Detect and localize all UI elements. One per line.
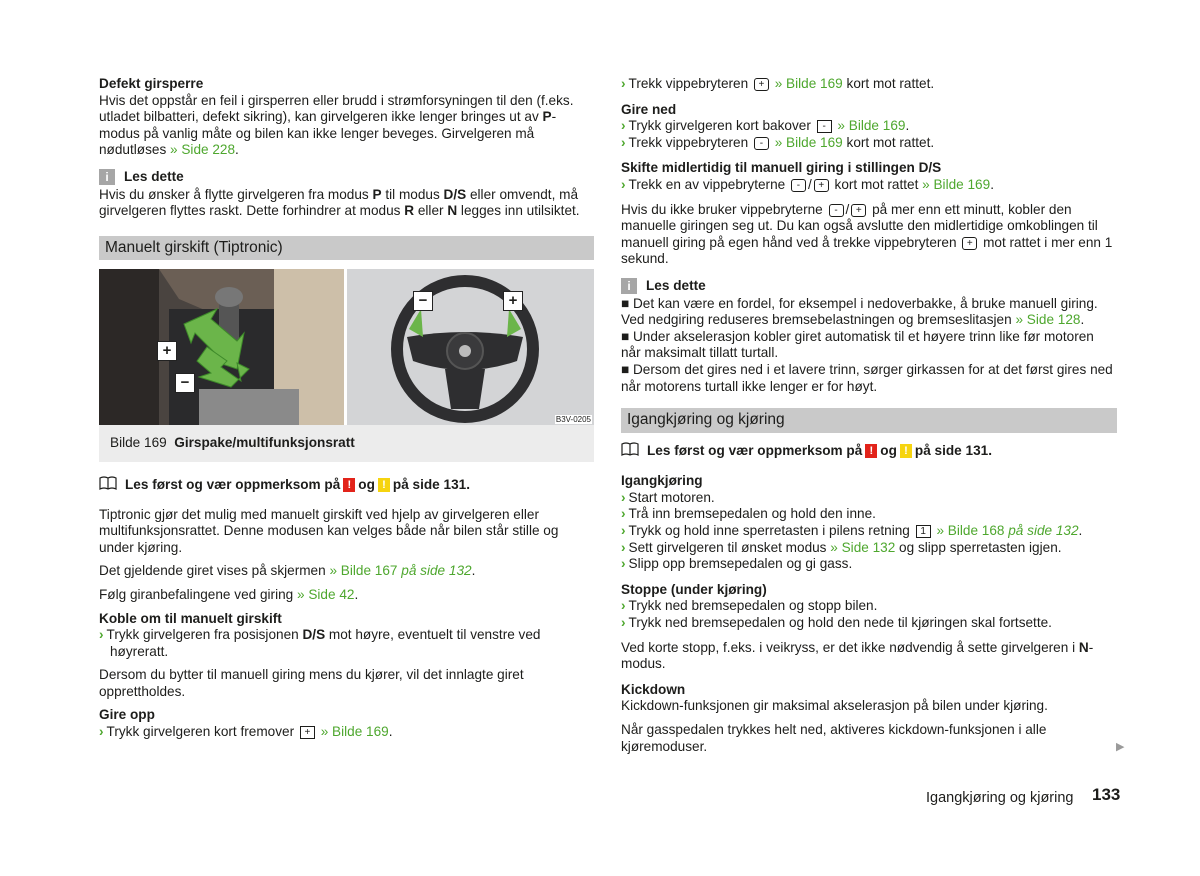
gear-lever-photo [99, 269, 344, 425]
skifte-step: › Trekk en av vippebryterne - / + kort mot rattet » Bilde 169. [621, 176, 994, 192]
note-heading: i Les dette [99, 169, 594, 186]
note-bullet-2: ■ Under akselerasjon kobler giret automatisk til et høyere trinn like før motoren når maksimalt tillatt turtall. [621, 328, 1094, 361]
step-arrow-icon: › [621, 176, 626, 192]
plus-paddle-icon: + [754, 78, 769, 91]
step-arrow-icon: › [621, 539, 626, 555]
step-arrow-icon: › [621, 76, 626, 91]
hvis-paragraph: Hvis du ikke bruker vippebryterne - / + på mer enn ett minutt, kobler den manuelle giringen seg ut. Du kan også avslutte den midlertidige omkoblingen til manuell giring på egen hånd ved å trekke vippebryteren + mot rattet i mer enn 1 sekund. [621, 201, 1113, 267]
koble-heading: Koble om til manuelt girskift [99, 610, 282, 626]
link-side-42[interactable]: » Side 42 [297, 586, 355, 602]
gire-ned-step-2: › Trekk vippebryteren - » Bilde 169 kort mot rattet. [621, 134, 935, 150]
right-column [621, 76, 1117, 762]
link-side-132[interactable]: » Side 132 [830, 539, 896, 555]
read-first-notice: Les først og vær oppmerksom på ! og ! på side 131. [621, 442, 1117, 461]
step-arrow-icon: › [621, 556, 626, 572]
defekt-heading: Defekt girsperre [99, 76, 204, 91]
photo-plus-label: + [157, 341, 177, 361]
step-arrow-icon: › [621, 506, 626, 522]
info-icon: i [621, 278, 637, 294]
figure-code: B3V-0205 [555, 415, 591, 425]
follow-paragraph: Følg giranbefalingene ved giring » Side 42. [99, 586, 359, 602]
note-heading: i Les dette [621, 278, 1117, 295]
read-first-notice: Les først og vær oppmerksom på ! og ! på side 131. [99, 476, 594, 495]
page-number: 133 [1092, 785, 1121, 804]
plus-paddle-icon: + [814, 179, 829, 192]
figure-169 [99, 269, 594, 425]
continue-arrow-icon: ▶ [1116, 741, 1125, 753]
stoppe-heading: Stoppe (under kjøring) [621, 581, 767, 597]
korte-paragraph: Ved korte stopp, f.eks. i veikryss, er det ikke nødvendig å sette girvelgeren i N-modus. [621, 639, 1094, 672]
warning-yellow-icon: ! [378, 478, 390, 492]
skifte-heading: Skifte midlertidig til manuell giring i stillingen D/S [621, 160, 942, 176]
igang-step-1: › Start motoren. [621, 489, 715, 505]
left-column [99, 76, 594, 741]
gass-paragraph: Når gasspedalen trykkes helt ned, aktiveres kickdown-funksjonen i alle kjøremoduser. [621, 722, 1047, 754]
gire-ned-step-1: › Trykk girvelgeren kort bakover - » Bilde 169. [621, 118, 910, 134]
note-bullet-3: ■ Dersom det gires ned i et lavere trinn, sørger girkassen for at det først gires ned når motorens turtall ikke lenger er for høyt. [621, 361, 1113, 394]
dersom-paragraph: Dersom du bytter til manuell giring mens du kjører, vil det innlagte giret opprettholdes. [99, 667, 524, 699]
link-bilde-168[interactable]: » Bilde 168 [936, 523, 1005, 539]
igang-step-3: › Trykk og hold inne sperretasten i pilens retning 1 » Bilde 168 på side 132. [621, 523, 1083, 539]
section-heading-tiptronic: Manuelt girskift (Tiptronic) [99, 236, 594, 261]
link-bilde-169[interactable]: » Bilde 169 [774, 134, 843, 150]
steering-wheel-illustration [347, 269, 594, 425]
section-heading-igangkjoring: Igangkjøring og kjøring [621, 408, 1117, 433]
tiptronic-paragraph: Tiptronic gjør det mulig med manuelt girskift ved hjelp av girvelgeren eller multifunksjonsrattet. Denne modusen kan velges både når bilen står stille og under kjøring. [99, 506, 559, 555]
figure-caption: Bilde 169 Girspake/multifunksjonsratt [99, 425, 594, 462]
link-bilde-167[interactable]: » Bilde 167 [329, 563, 398, 579]
igang-step-5: › Slipp opp bremsepedalen og gi gass. [621, 556, 853, 572]
step-arrow-icon: › [99, 627, 104, 643]
wheel-plus-label: + [503, 291, 523, 311]
book-icon [621, 442, 639, 461]
note-bullet-1: ■ Det kan være en fordel, for eksempel i nedoverbakke, å bruke manuell giring. Ved nedgiring reduseres bremsebelastningen og bremseslitasjen » Side 128. [621, 295, 1098, 328]
minus-key-icon: - [817, 120, 832, 133]
steering-wheel-drawing [347, 269, 594, 425]
step-arrow-icon: › [621, 489, 626, 505]
minus-paddle-icon: - [829, 204, 844, 217]
igang-step-2: › Trå inn bremsepedalen og hold den inne. [621, 506, 876, 522]
step-arrow-icon: › [621, 523, 626, 539]
igang-step-4: › Sett girvelgeren til ønsket modus » Side 132 og slipp sperretasten igjen. [621, 539, 1062, 555]
note-paragraph: Hvis du ønsker å flytte girvelgeren fra modus P til modus D/S eller omvendt, må girvelgeren flyttes raskt. Dette forhindrer at modus R eller N legges inn utilsiktet. [99, 186, 580, 219]
kickdown-paragraph: Kickdown-funksjonen gir maksimal akselerasjon på bilen under kjøring. [621, 698, 1048, 714]
info-icon: i [99, 169, 115, 185]
step-arrow-icon: › [621, 134, 626, 150]
link-side-128[interactable]: » Side 128 [1015, 312, 1081, 328]
step-arrow-icon: › [621, 598, 626, 614]
defekt-paragraph: Hvis det oppstår en feil i girsperren eller brudd i strømforsyningen til den (f.eks. utladet bilbatteri, defekt sikring), kan girvelgeren ikke lenger bringes ut av P-modus på vanlig måte og bilen kan ikke lenger beveges. Girvelgeren må nødutløses » Side 228. [99, 92, 574, 158]
koble-step: › Trykk girvelgeren fra posisjonen D/S mot høyre, eventuelt til venstre ved høyreratt. [99, 627, 541, 659]
kickdown-heading: Kickdown [621, 681, 686, 697]
warning-yellow-icon: ! [900, 444, 912, 458]
footer-chapter-title: Igangkjøring og kjøring [926, 790, 1074, 806]
gire-ned-heading: Gire ned [621, 101, 677, 117]
link-side-228[interactable]: » Side 228 [170, 142, 236, 158]
warning-red-icon: ! [865, 444, 877, 458]
link-bilde-169[interactable]: » Bilde 169 [320, 724, 389, 740]
igang-heading: Igangkjøring [621, 473, 703, 489]
warning-red-icon: ! [343, 478, 355, 492]
gire-opp-step: › Trykk girvelgeren kort fremover + » Bilde 169. [99, 724, 393, 740]
link-bilde-169[interactable]: » Bilde 169 [774, 76, 843, 91]
photo-minus-label: − [175, 373, 195, 393]
step-arrow-icon: › [99, 724, 104, 740]
wheel-minus-label: − [413, 291, 433, 311]
step-arrow-icon: › [621, 118, 626, 134]
gire-opp-heading: Gire opp [99, 707, 155, 723]
gear-lever-illustration [99, 269, 344, 425]
book-icon [99, 476, 117, 495]
stoppe-step-2: › Trykk ned bremsepedalen og hold den nede til kjøringen skal fortsette. [621, 615, 1052, 631]
current-gear-paragraph: Det gjeldende giret vises på skjermen » Bilde 167 på side 132. [99, 563, 476, 579]
minus-paddle-icon: - [754, 137, 769, 150]
trekk-plus-step: › Trekk vippebryteren + » Bilde 169 kort mot rattet. [621, 76, 935, 91]
plus-paddle-icon: + [962, 237, 977, 250]
plus-paddle-icon: + [851, 204, 866, 217]
link-bilde-169[interactable]: » Bilde 169 [922, 176, 991, 192]
stoppe-step-1: › Trykk ned bremsepedalen og stopp bilen. [621, 598, 878, 614]
link-bilde-169[interactable]: » Bilde 169 [837, 118, 906, 134]
plus-key-icon: + [300, 726, 315, 739]
arrow-direction-key-icon: 1 [916, 525, 931, 538]
step-arrow-icon: › [621, 615, 626, 631]
minus-paddle-icon: - [791, 179, 806, 192]
